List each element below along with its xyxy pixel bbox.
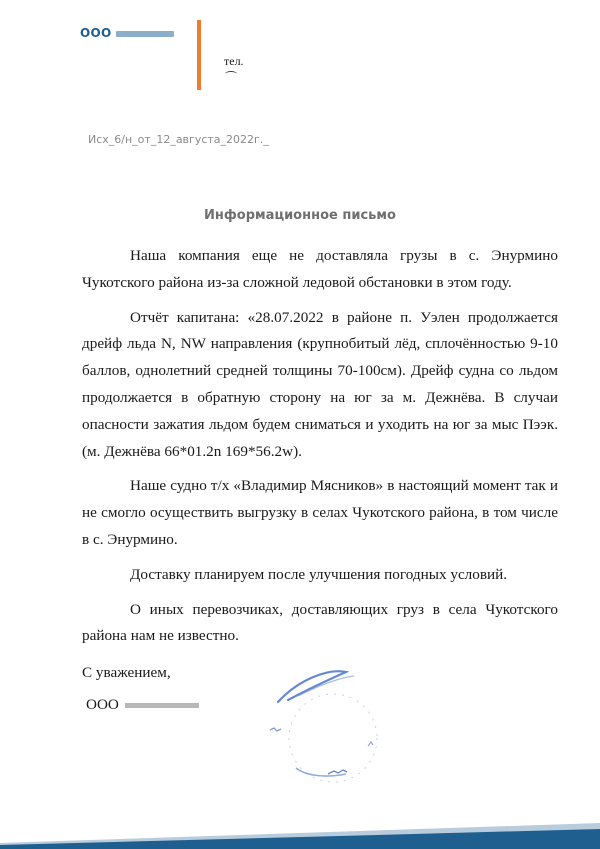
- stamp-fragment: [270, 728, 281, 731]
- footer-band: [0, 821, 600, 849]
- stamp-circle: [289, 694, 377, 782]
- body-paragraph: Доставку планируем после улучшения погодных условий.: [130, 565, 508, 583]
- stamp-signature: [258, 650, 408, 790]
- signer-organization: [86, 696, 199, 714]
- body-paragraph: Наша компания еще не доставляла грузы в с. Энурмино Чукотского района из-за сложной ледовой обстановки в этом году.: [82, 247, 558, 291]
- signature-stroke: [278, 671, 346, 702]
- body-paragraph: Наше судно т/х «Владимир Мясников» в настоящий момент так и не смогло осуществить выгрузку в селах Чукотского района, в том числе в с. Энурмино.: [82, 477, 558, 548]
- letter-body: [82, 243, 558, 658]
- company-logo: [80, 26, 174, 40]
- phone-redacted: [225, 71, 237, 77]
- phone-label: тел.: [224, 54, 244, 68]
- signer-org-prefix: ООО: [86, 696, 119, 713]
- stamp-fragment: [328, 770, 347, 774]
- body-paragraph: О иных перевозчиках, доставляющих груз в села Чукотского района нам не известно.: [82, 600, 558, 645]
- letter-title: Информационное письмо: [204, 208, 396, 223]
- company-name-redacted: [116, 31, 174, 37]
- signer-org-redacted: [125, 703, 199, 708]
- company-prefix: ООО: [80, 26, 112, 40]
- body-paragraph: Отчёт капитана: «28.07.2022 в районе п. Уэлен продолжается дрейф льда N, NW направления (крупнобитый лёд, сплочённостью 9-10 баллов, однолетний средней толщины 70-100см). Дрейф судна со льдом продолжается в обратную сторону на юг за м. Дежнёва. В случаи опасности зажатия льдом будем сниматься и уходить на юг за мыс Пээк. (м. Дежнёва 66*01.2n 169*56.2w).: [82, 308, 558, 460]
- sign-off: С уважением,: [82, 664, 171, 681]
- stamp-fragment: [368, 742, 373, 746]
- footer-dark-stripe: [0, 829, 600, 849]
- header-divider: [197, 20, 201, 90]
- reference-number: Исх_6/н_от_12_августа_2022г._: [88, 133, 269, 146]
